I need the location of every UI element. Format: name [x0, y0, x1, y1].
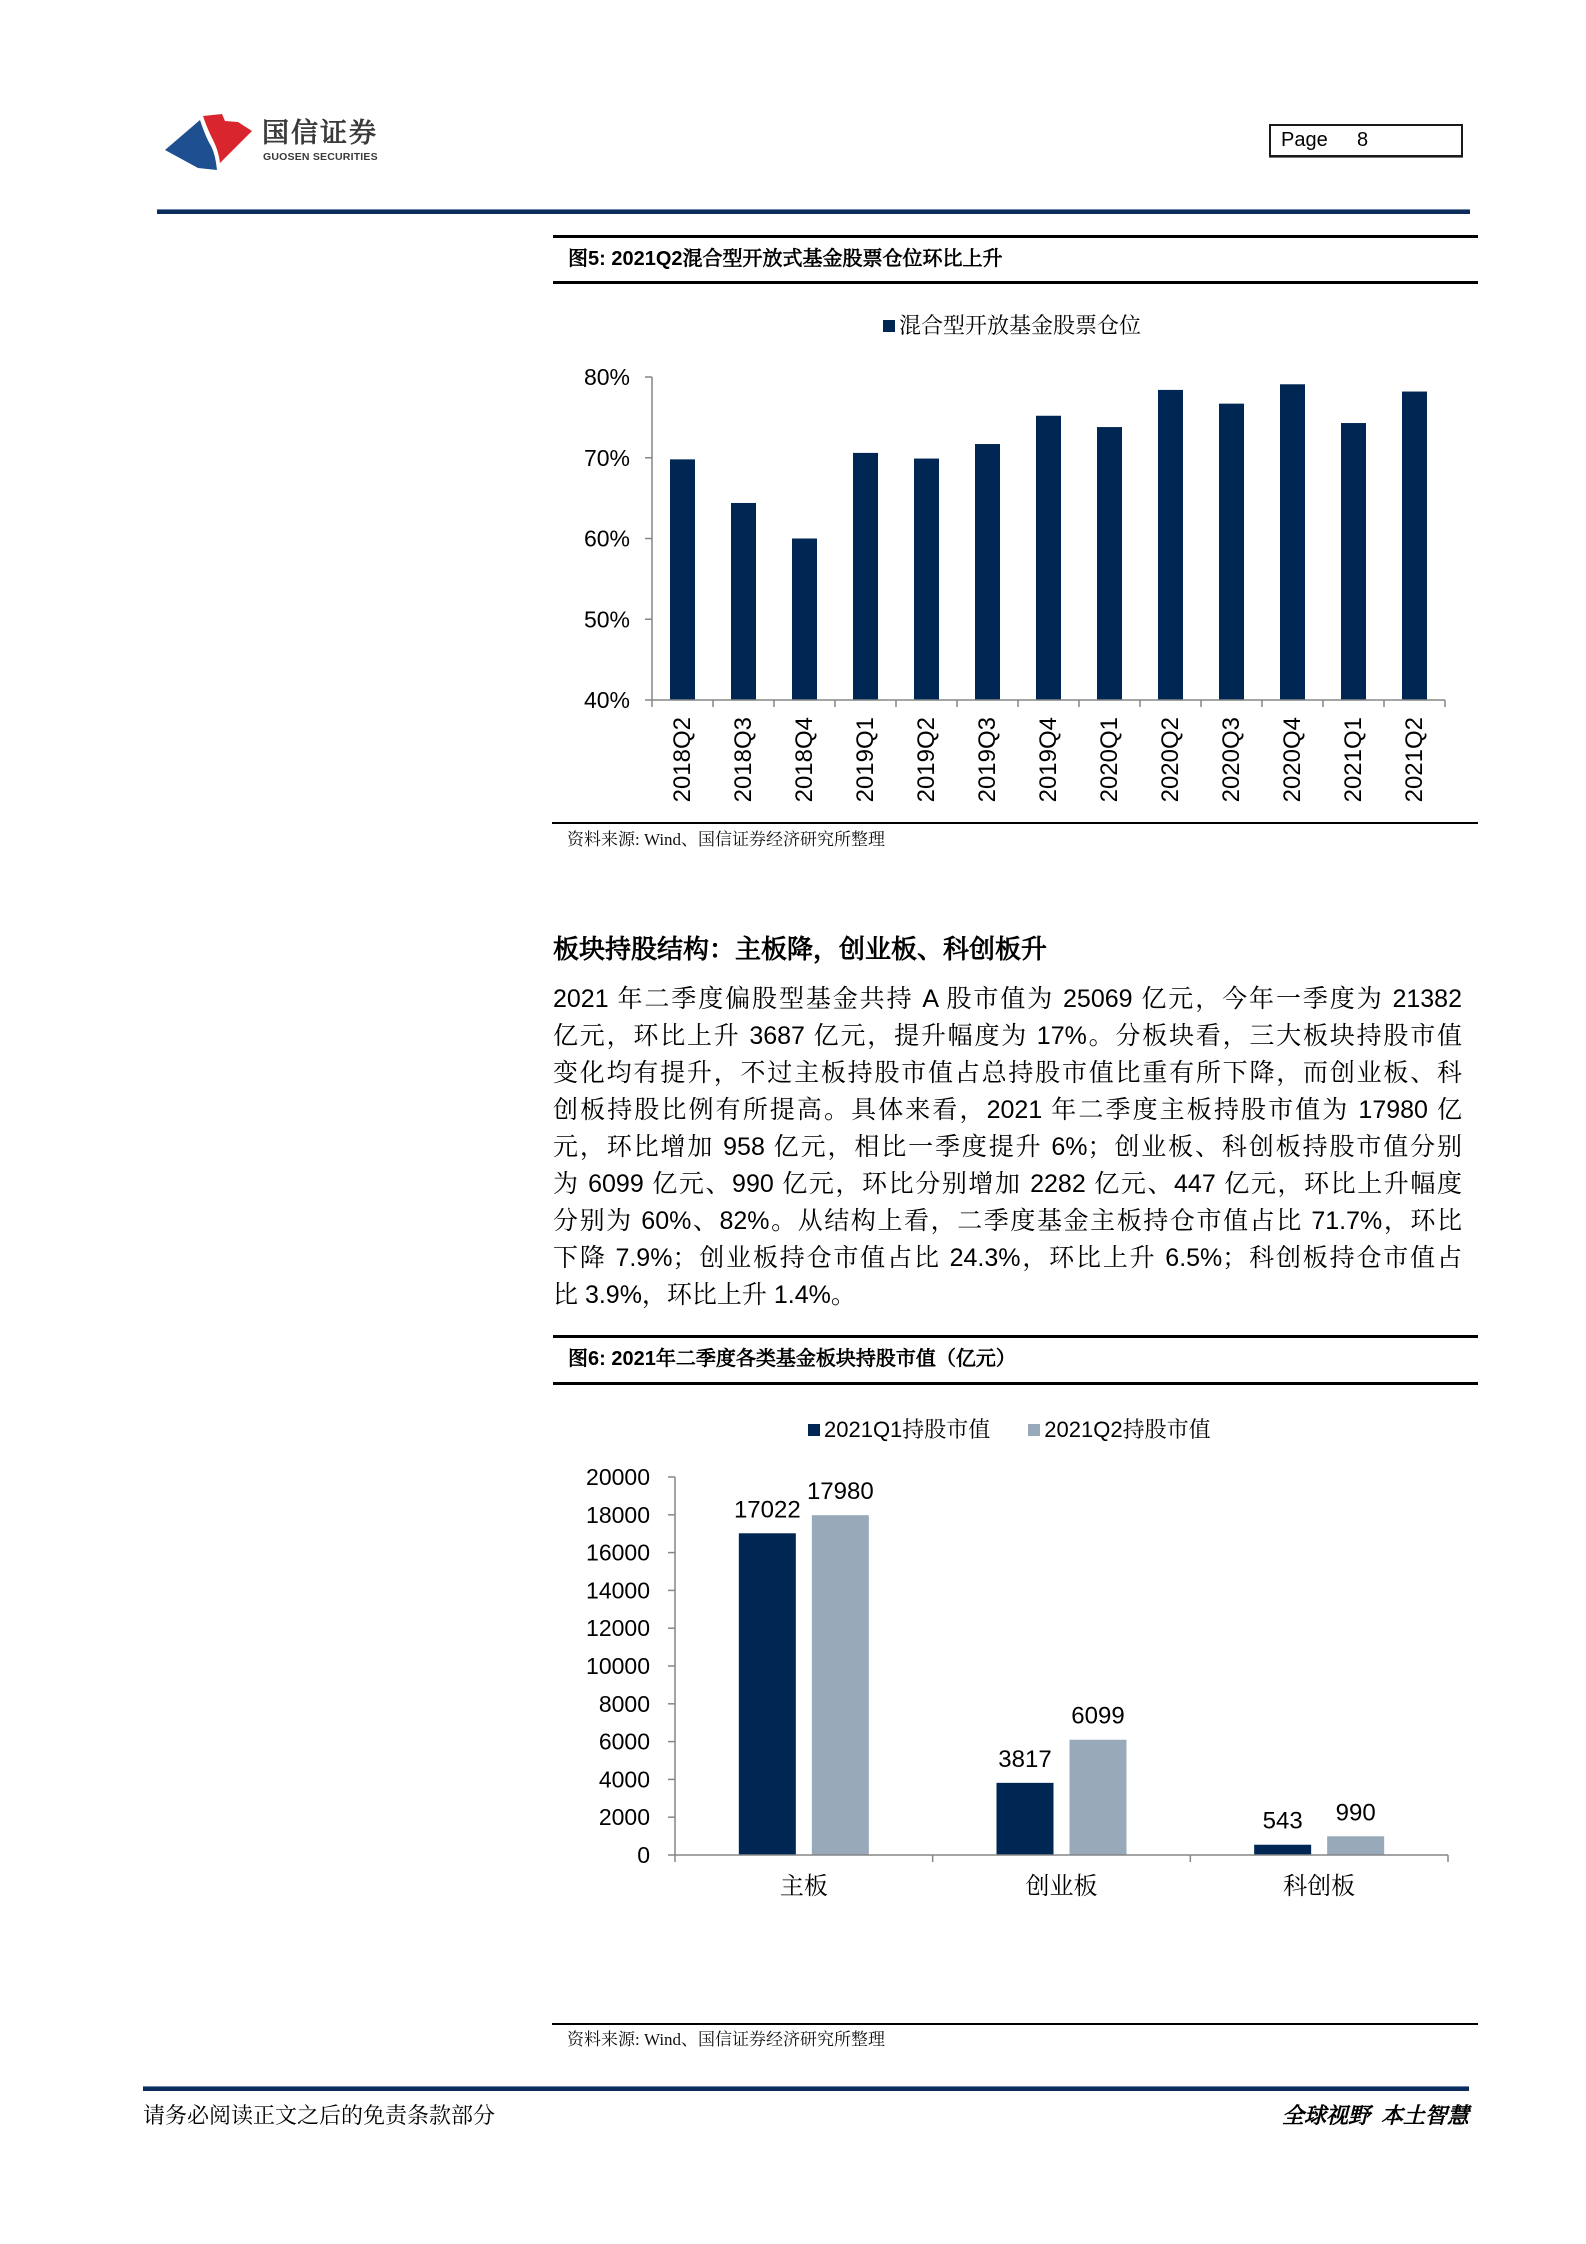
x-tick-label: 2020Q3 [1218, 717, 1245, 803]
bar [812, 1515, 869, 1855]
bar [997, 1783, 1054, 1855]
y-tick-label: 0 [637, 1842, 650, 1868]
bar [1070, 1740, 1127, 1855]
y-tick-label: 70% [583, 444, 630, 471]
data-label: 543 [1262, 1807, 1303, 1835]
bar [670, 459, 695, 700]
paragraph-line: 为 6099 亿元、990 亿元，环比分别增加 2282 亿元、447 亿元，环比上升幅度 [553, 1170, 1462, 1198]
figure6-bar-chart [553, 1395, 1478, 2020]
bar [792, 539, 817, 701]
bar [1280, 384, 1305, 700]
data-label: 3817 [998, 1745, 1052, 1773]
section-paragraph [553, 981, 1462, 1314]
y-tick-label: 16000 [586, 1539, 650, 1566]
figure6-title-bottom-rule [553, 1382, 1478, 1385]
section-heading: 板块持股结构：主板降，创业板、科创板升 [553, 934, 1048, 964]
footer-disclaimer: 请务必阅读正文之后的免责条款部分 [143, 2103, 496, 2128]
y-tick-label: 80% [583, 364, 630, 390]
y-tick-label: 4000 [598, 1766, 650, 1793]
x-tick-label: 2021Q2 [1401, 717, 1428, 803]
y-tick-label: 18000 [586, 1501, 650, 1528]
data-label: 17022 [733, 1496, 801, 1524]
figure6-source: 资料来源: Wind、国信证券经济研究所整理 [567, 2030, 886, 2049]
paragraph-line: 比 3.9%，环比上升 1.4%。 [553, 1281, 856, 1309]
x-tick-label: 2020Q4 [1279, 717, 1306, 803]
x-category-label: 创业板 [1025, 1874, 1098, 1900]
paragraph-line: 下降 7.9%；创业板持仓市值占比 24.3%，环比上升 6.5%；科创板持仓市值占 [553, 1244, 1462, 1272]
paragraph-line: 分别为 60%、82%。从结构上看，二季度基金主板持仓市值占比 71.7%，环比 [553, 1207, 1462, 1235]
bar [1254, 1845, 1311, 1855]
footer-divider [143, 2086, 1469, 2091]
x-tick-label: 2019Q4 [1035, 717, 1062, 803]
data-label: 990 [1335, 1799, 1376, 1827]
figure6-title: 图6: 2021年二季度各类基金板块持股市值（亿元） [568, 1348, 1016, 1370]
footer-slogan: 全球视野 本土智慧 [1281, 2103, 1469, 2128]
bar [731, 503, 756, 700]
figure5-chart-canvas [553, 290, 1478, 820]
x-tick-label: 2019Q2 [913, 717, 940, 803]
bar [914, 459, 939, 700]
y-tick-label: 40% [583, 687, 630, 713]
bar [1327, 1836, 1384, 1855]
page-indicator [1269, 124, 1463, 157]
bar [1402, 392, 1427, 700]
figure5-title-top-rule [553, 235, 1478, 238]
figure5-source-rule [552, 822, 1478, 824]
y-tick-label: 50% [583, 606, 630, 633]
paragraph-line: 2021 年二季度偏股型基金共持 A 股市值为 25069 亿元，今年一季度为 21382 [553, 985, 1462, 1013]
figure5-bar-chart [553, 290, 1478, 820]
figure5-title: 图5: 2021Q2混合型开放式基金股票仓位环比上升 [568, 248, 1003, 270]
x-tick-label: 2018Q2 [669, 717, 696, 803]
y-tick-label: 6000 [598, 1728, 650, 1755]
bar [853, 453, 878, 700]
x-tick-label: 2020Q1 [1096, 717, 1123, 803]
figure6-chart-canvas [553, 1395, 1478, 2020]
bar [739, 1533, 796, 1855]
y-tick-label: 20000 [586, 1464, 650, 1490]
bar [1158, 390, 1183, 700]
x-tick-label: 2018Q3 [730, 717, 757, 803]
bar [1219, 404, 1244, 700]
x-tick-label: 2018Q4 [791, 717, 818, 803]
legend-label-q1: 2021Q1持股市值 [824, 1417, 991, 1442]
figure5-source: 资料来源: Wind、国信证券经济研究所整理 [567, 830, 886, 849]
x-tick-label: 2019Q3 [974, 717, 1001, 803]
y-tick-label: 2000 [598, 1804, 650, 1831]
y-tick-label: 60% [583, 525, 630, 552]
legend-label: 混合型开放基金股票仓位 [899, 313, 1142, 338]
logo-mark-icon [160, 110, 260, 172]
bar [1097, 427, 1122, 700]
y-tick-label: 8000 [598, 1690, 650, 1717]
legend-label-q2: 2021Q2持股市值 [1044, 1417, 1211, 1442]
paragraph-line: 变化均有提升，不过主板持股市值占总持股市值比重有所下降，而创业板、科 [553, 1059, 1462, 1087]
x-tick-label: 2021Q1 [1340, 717, 1367, 803]
x-category-label: 主板 [779, 1874, 828, 1900]
bar [975, 444, 1000, 700]
x-category-label: 科创板 [1283, 1874, 1356, 1900]
data-label: 6099 [1071, 1702, 1125, 1730]
paragraph-line: 亿元，环比上升 3687 亿元，提升幅度为 17%。分板块看，三大板块持股市值 [553, 1022, 1462, 1050]
y-tick-label: 10000 [586, 1653, 650, 1679]
paragraph-line: 创板持股比例有所提高。具体来看，2021 年二季度主板持股市值为 17980 亿 [553, 1096, 1462, 1124]
bar [1036, 416, 1061, 700]
bar [1341, 423, 1366, 700]
y-tick-label: 12000 [586, 1615, 650, 1642]
logo-chinese-name: 国信证券 [262, 118, 378, 148]
figure6-source-rule [552, 2023, 1478, 2025]
figure6-title-top-rule [553, 1335, 1478, 1338]
figure5-title-bottom-rule [553, 281, 1478, 284]
logo-english-name: GUOSEN SECURITIES [263, 151, 378, 163]
page-number: 8 [1357, 129, 1369, 151]
header-divider [157, 209, 1470, 214]
page-label: Page [1281, 129, 1328, 151]
data-label: 17980 [806, 1478, 874, 1506]
x-tick-label: 2019Q1 [852, 717, 879, 803]
x-tick-label: 2020Q2 [1157, 717, 1184, 803]
y-tick-label: 14000 [586, 1577, 650, 1604]
paragraph-line: 元，环比增加 958 亿元，相比一季度提升 6%；创业板、科创板持股市值分别 [553, 1133, 1462, 1161]
